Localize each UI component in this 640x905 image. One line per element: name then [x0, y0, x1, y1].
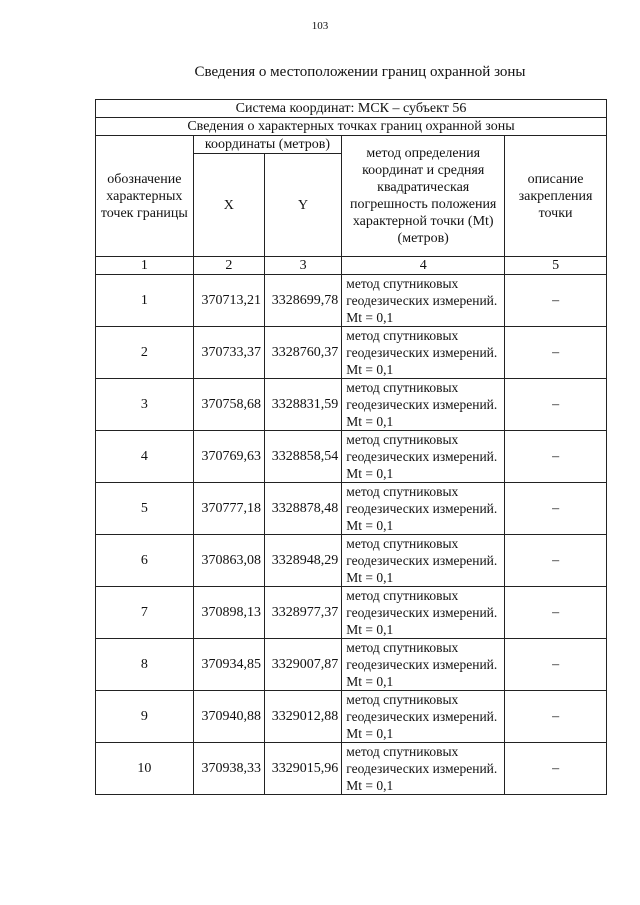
description-cell: – [505, 587, 607, 639]
y-coordinate-cell: 3328760,37 [264, 327, 341, 379]
header-point: обозначение характерных точек границы [96, 136, 194, 257]
method-cell: метод спутниковых геодезических измерений. Mt = 0,1 [342, 431, 505, 483]
x-coordinate-cell: 370934,85 [193, 639, 264, 691]
description-cell: – [505, 691, 607, 743]
y-coordinate-cell: 3328878,48 [264, 483, 341, 535]
header-x: X [193, 154, 264, 257]
x-coordinate-cell: 370733,37 [193, 327, 264, 379]
y-coordinate-cell: 3329012,88 [264, 691, 341, 743]
x-coordinate-cell: 370938,33 [193, 743, 264, 795]
x-coordinate-cell: 370769,63 [193, 431, 264, 483]
header-y: Y [264, 154, 341, 257]
description-cell: – [505, 743, 607, 795]
description-cell: – [505, 275, 607, 327]
column-number: 4 [342, 257, 505, 275]
column-number: 1 [96, 257, 194, 275]
point-id-cell: 7 [96, 587, 194, 639]
table-row [96, 639, 607, 691]
description-cell: – [505, 639, 607, 691]
description-cell: – [505, 483, 607, 535]
y-coordinate-cell: 3329015,96 [264, 743, 341, 795]
point-id-cell: 10 [96, 743, 194, 795]
y-coordinate-cell: 3328977,37 [264, 587, 341, 639]
y-coordinate-cell: 3329007,87 [264, 639, 341, 691]
method-cell: метод спутниковых геодезических измерений. Mt = 0,1 [342, 535, 505, 587]
table-row [96, 483, 607, 535]
column-number: 5 [505, 257, 607, 275]
x-coordinate-cell: 370777,18 [193, 483, 264, 535]
description-cell: – [505, 431, 607, 483]
header-coordinates: координаты (метров) [193, 136, 342, 154]
x-coordinate-cell: 370898,13 [193, 587, 264, 639]
method-cell: метод спутниковых геодезических измерений. Mt = 0,1 [342, 587, 505, 639]
point-id-cell: 3 [96, 379, 194, 431]
point-id-cell: 1 [96, 275, 194, 327]
coordinates-table [95, 99, 607, 795]
x-coordinate-cell: 370940,88 [193, 691, 264, 743]
page-number: 103 [311, 20, 329, 32]
coordinate-system-caption: Система координат: МСК – субъект 56 [96, 100, 607, 118]
y-coordinate-cell: 3328948,29 [264, 535, 341, 587]
table-row [96, 691, 607, 743]
column-number-row [96, 257, 607, 275]
table-subtitle: Сведения о характерных точках границ охранной зоны [96, 118, 607, 136]
table-row [96, 327, 607, 379]
table-row [96, 379, 607, 431]
header-method: метод определения координат и средняя квадратическая погрешность положения характерной точки (Mt) (метров) [342, 136, 505, 257]
description-cell: – [505, 379, 607, 431]
table-row [96, 743, 607, 795]
point-id-cell: 9 [96, 691, 194, 743]
x-coordinate-cell: 370758,68 [193, 379, 264, 431]
column-number: 3 [264, 257, 341, 275]
y-coordinate-cell: 3328831,59 [264, 379, 341, 431]
y-coordinate-cell: 3328858,54 [264, 431, 341, 483]
document-title: Сведения о местоположении границ охранной зоны [194, 64, 526, 80]
column-number: 2 [193, 257, 264, 275]
method-cell: метод спутниковых геодезических измерений. Mt = 0,1 [342, 379, 505, 431]
method-cell: метод спутниковых геодезических измерений. Mt = 0,1 [342, 275, 505, 327]
table-row [96, 275, 607, 327]
method-cell: метод спутниковых геодезических измерений. Mt = 0,1 [342, 483, 505, 535]
description-cell: – [505, 327, 607, 379]
method-cell: метод спутниковых геодезических измерений. Mt = 0,1 [342, 743, 505, 795]
x-coordinate-cell: 370713,21 [193, 275, 264, 327]
point-id-cell: 5 [96, 483, 194, 535]
header-description: описание закрепления точки [505, 136, 607, 257]
point-id-cell: 8 [96, 639, 194, 691]
x-coordinate-cell: 370863,08 [193, 535, 264, 587]
table-row [96, 587, 607, 639]
method-cell: метод спутниковых геодезических измерений. Mt = 0,1 [342, 639, 505, 691]
method-cell: метод спутниковых геодезических измерений. Mt = 0,1 [342, 691, 505, 743]
point-id-cell: 2 [96, 327, 194, 379]
description-cell: – [505, 535, 607, 587]
y-coordinate-cell: 3328699,78 [264, 275, 341, 327]
point-id-cell: 6 [96, 535, 194, 587]
table-row [96, 535, 607, 587]
table-row [96, 431, 607, 483]
method-cell: метод спутниковых геодезических измерений. Mt = 0,1 [342, 327, 505, 379]
point-id-cell: 4 [96, 431, 194, 483]
